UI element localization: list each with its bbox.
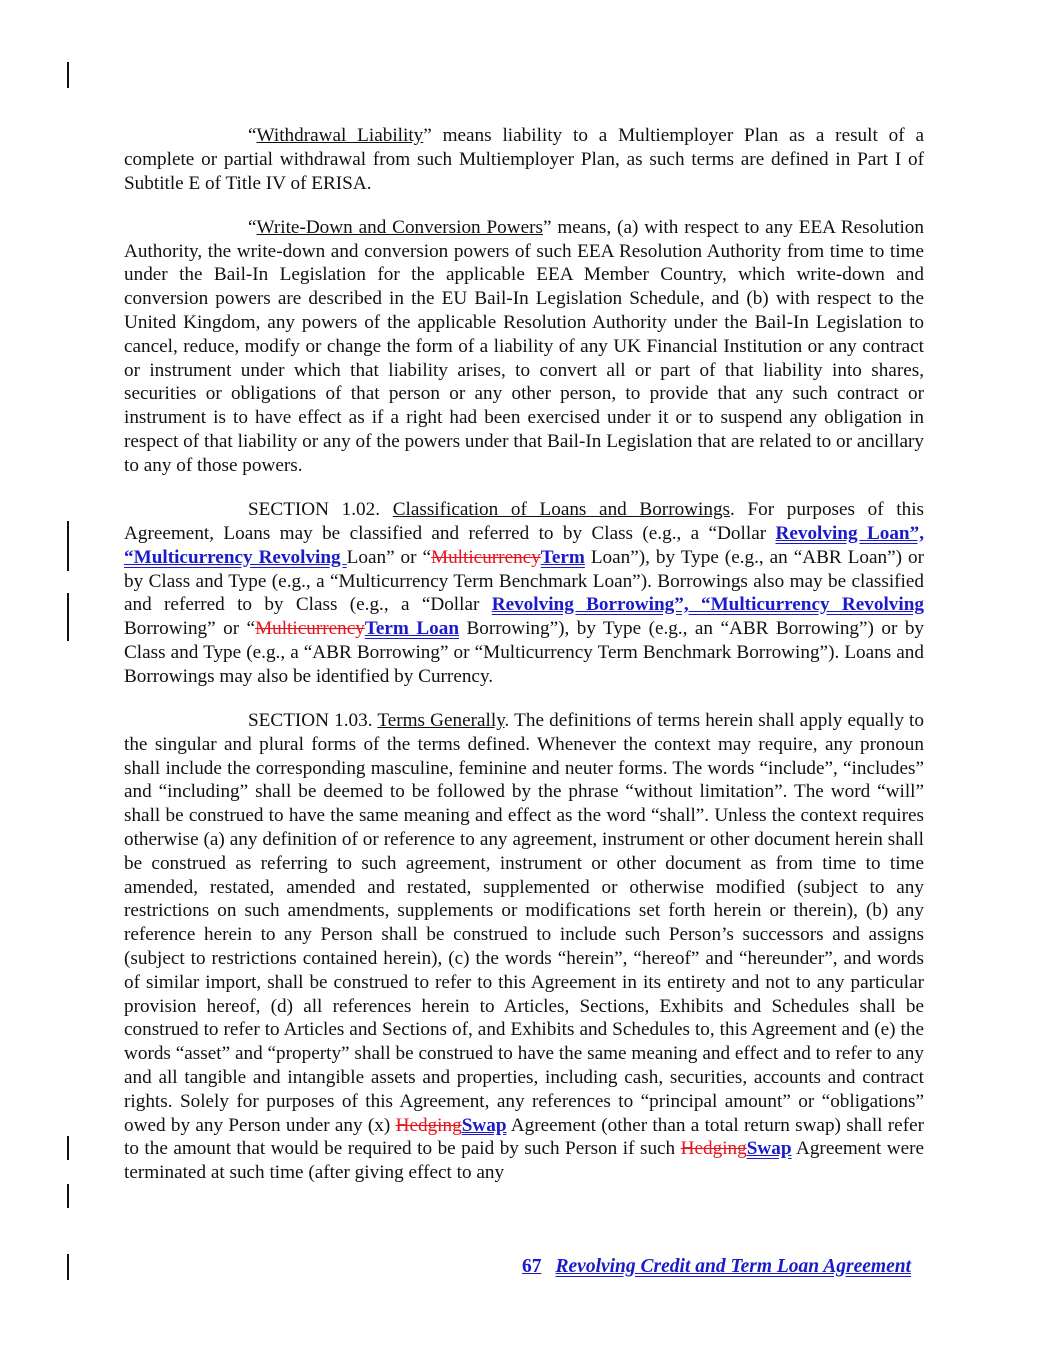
open-quote: “ [248,125,257,146]
open-quote: “ [248,216,257,238]
document-title: Revolving Credit and Term Loan Agreement [555,1256,912,1277]
section-text: Agreement (other than a total return swap) shall refer to the amount that would be required to be paid by such Person if such [124,1114,924,1160]
section-text: Loan” or “ [346,546,432,568]
inserted-text: Revolving Borrowing”, “Multicurrency Revolving [491,594,924,616]
deleted-text: Multicurrency [255,618,365,640]
section-heading: Terms Generally [377,710,505,732]
defined-term: Write-Down and Conversion Powers [256,216,543,238]
change-bar [67,1136,69,1160]
section-label: SECTION 1.02. [248,499,393,521]
change-bar [67,62,69,88]
definition-withdrawal-liability [124,124,924,195]
inserted-text: Revolving Loan”, “Multicurrency Revolving [124,522,924,568]
deleted-text: Multicurrency [431,546,541,568]
deleted-text: Hedging [680,1138,747,1160]
change-bar [67,1254,69,1280]
inserted-text: Swap [461,1114,507,1136]
section-text: Borrowing”), by Type (e.g., an “ABR Borrowing”) or by Class and Type (e.g., a “ABR Borrowing” or “Multicurrency Term Benchmark Borrowing”). Loans and Borrowings may also be identified by Currency. [124,618,925,687]
page-footer [522,1256,911,1278]
inserted-text: Term [540,546,585,568]
inserted-text: Swap [746,1138,792,1160]
section-1-03 [124,709,924,1185]
definition-text: ” means, (a) with respect to any EEA Resolution Authority, the write-down and conversion powers of such EEA Resolution Authority from time to time under the Bail-In Legislation for the applicable EEA Member Country, which write-down and conversion powers are described in the EU Bail-In Legislation Schedule, and (b) with respect to the United Kingdom, any powers of the applicable Resolution Authority under the Bail-In Legislation to cancel, reduce, modify or change the form of a liability of any UK Financial Institution or any contract or instrument under which that liability arises, to convert all or part of that liability into shares, securities or obligations of that person or any other person, to provide that any such contract or instrument is to have effect as if a right had been exercised under it or to suspend any obligation in respect of that liability or any of the powers under that Bail-In Legislation that are related to or ancillary to any of those powers. [124,216,924,476]
inserted-text: Term Loan [364,618,459,640]
definition-text: ” means liability to a Multiemployer Plan as a result of a complete or partial withdrawal from such Multiemployer Plan, as such terms are defined in Part I of Subtitle E of Title IV of ERISA. [124,125,924,194]
definition-write-down-powers [124,216,924,478]
change-bar [67,521,69,571]
section-text: Borrowing” or “ [124,618,256,640]
section-text: . For purposes of this Agreement, Loans may be classified and referred to by Class (e.g., a “Dollar [124,499,925,544]
section-text: . The definitions of terms herein shall apply equally to the singular and plural forms of the terms defined. Whenever the context may require, any pronoun shall include the corresponding masculine, feminine and neuter forms. The words “include”, “includes” and “including” shall be deemed to be followed by the phrase “without limitation”. The word “will” shall be construed to have the same meaning and effect as the word “shall”. Unless the context requires otherwise (a) any definition of or reference to any agreement, instrument or other document herein shall be construed as referring to such agreement, instrument or other document as from time to time amended, restated, amended and restated, supplemented or otherwise modified (subject to any restrictions on such amendments, supplements or modifications set forth herein or therein), (b) any reference herein to any Person shall be construed to include such Person’s successors and assigns (subject to restrictions contained herein), (c) the words “herein”, “hereof” and “hereunder”, and words of similar import, shall be construed to refer to this Agreement in its entirety and not to any particular provision hereof, (d) all references herein to Articles, Sections, Exhibits and Schedules shall be construed to refer to Articles and Sections of, and Exhibits and Schedules to, this Agreement and (e) the words “asset” and “property” shall be construed to have the same meaning and effect and to refer to any and all tangible and intangible assets and properties, including cash, securities, accounts and contract rights. Solely for purposes of this Agreement, any references to “principal amount” or “obligations” owed by any Person under any (x) [124,710,924,1136]
change-bar [67,1184,69,1208]
change-bar [67,593,69,641]
section-heading: Classification of Loans and Borrowings [392,499,731,521]
section-text: Loan”), by Type (e.g., an “ABR Loan”) or by Class and Type (e.g., a “Multicurrency Term Benchmark Loan”). Borrowings also may be classified and referred to by Class (e.g., a “Dollar [124,546,924,616]
deleted-text: Hedging [395,1114,462,1136]
section-1-02 [124,498,924,688]
defined-term: Withdrawal Liability [256,125,424,146]
page-number: 67 [522,1256,542,1277]
document-page [124,124,924,1205]
section-label: SECTION 1.03. [248,710,378,732]
section-text: Agreement were terminated at such time (after giving effect to any [124,1138,924,1184]
